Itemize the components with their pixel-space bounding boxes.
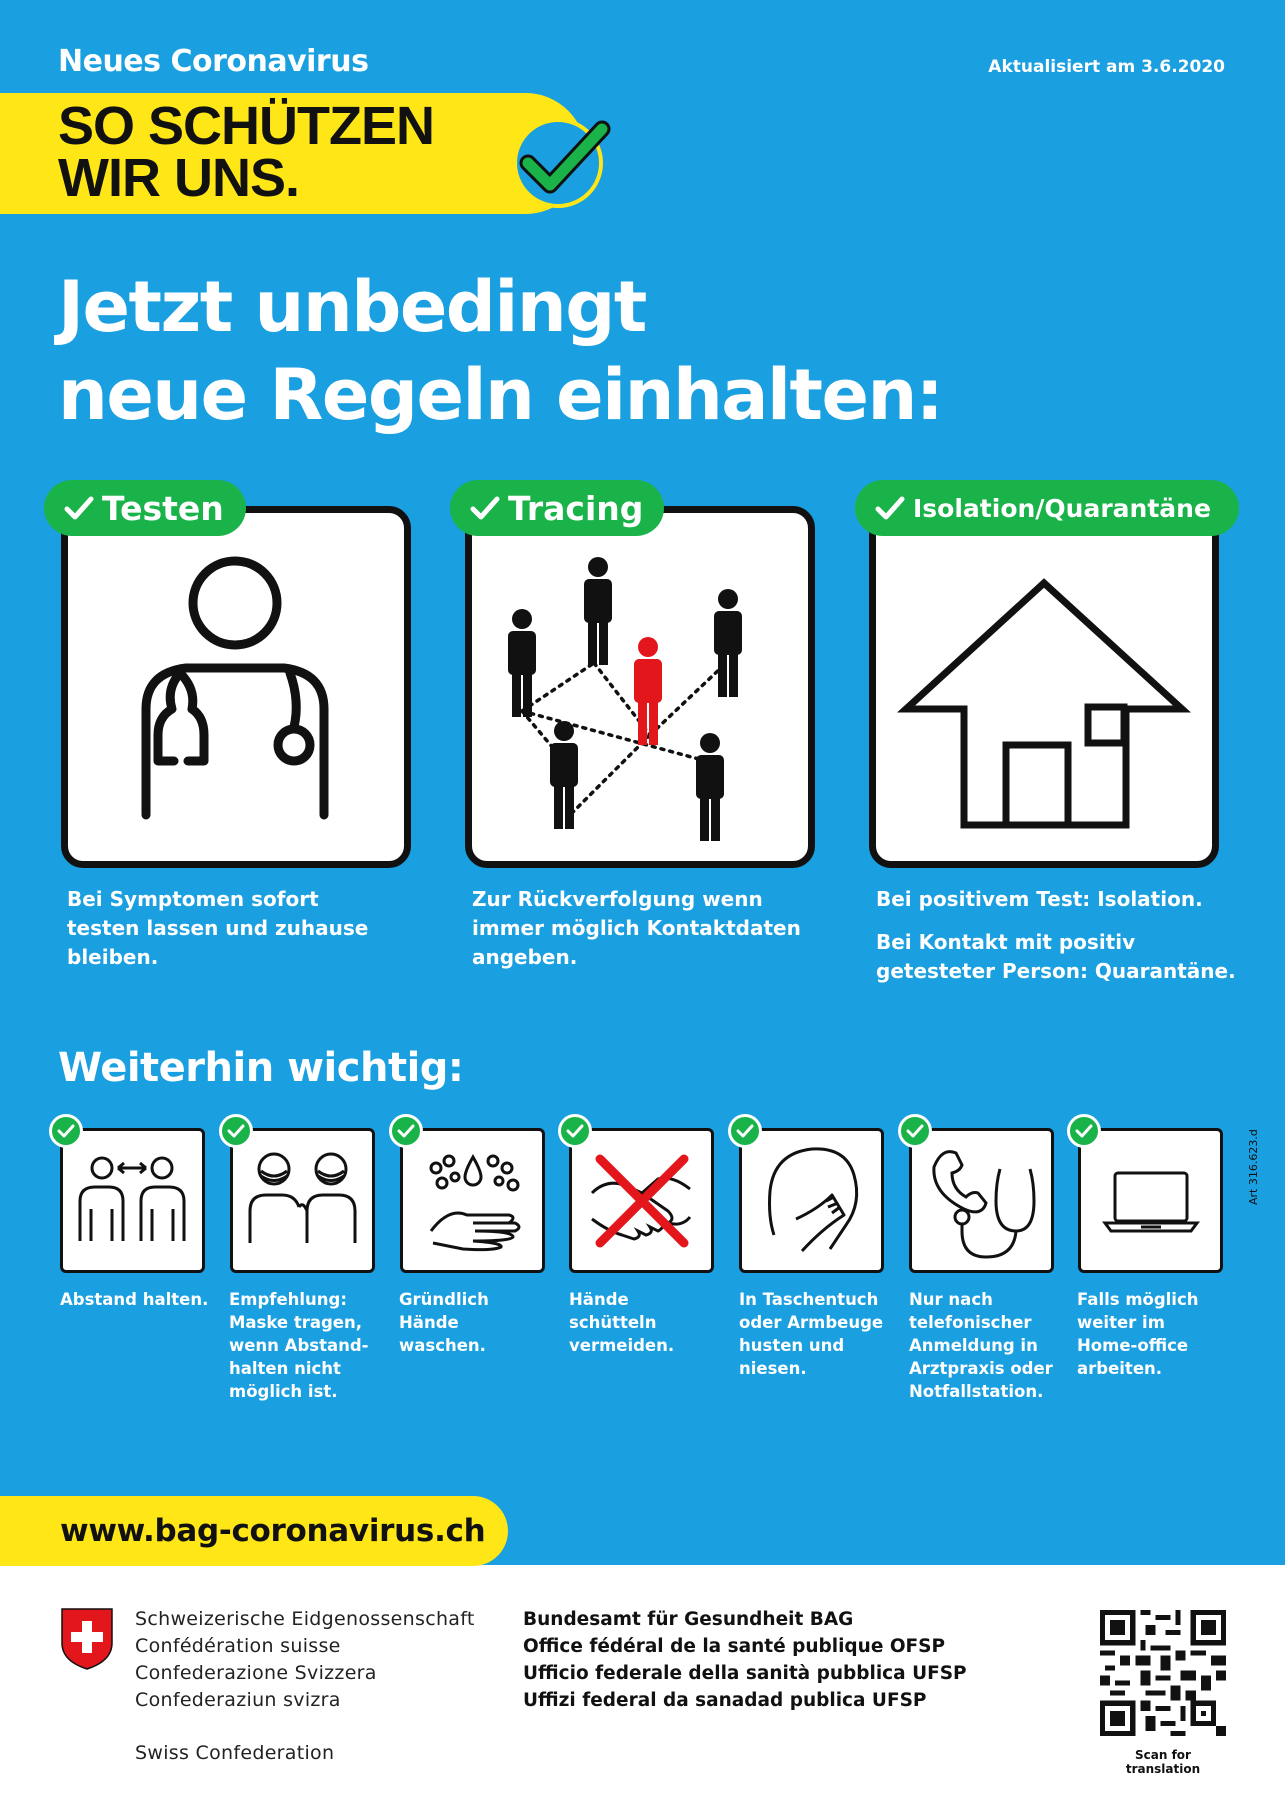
caption-isolation: Bei positivem Test: Isolation. [876, 887, 1203, 911]
caption-no-handshake: Hände schütteln vermeiden. [569, 1290, 675, 1355]
kicker-title: Neues Coronavirus [58, 44, 369, 79]
tile-distance [60, 1128, 205, 1273]
office-names [523, 1606, 967, 1714]
check-dot [219, 1114, 253, 1148]
distance-people-icon [63, 1131, 202, 1270]
banner-line-2: WIR UNS. [58, 148, 299, 208]
check-icon [470, 493, 500, 523]
tile-sneeze [739, 1128, 884, 1273]
caption-sneeze: In Taschentuch oder Armbeuge husten und niesen. [739, 1290, 884, 1378]
house-icon [876, 513, 1212, 861]
check-icon [227, 1122, 245, 1140]
tile-masks [230, 1128, 375, 1273]
check-dot [728, 1114, 762, 1148]
caption-quarantine: Bei Kontakt mit positiv getesteter Person: Quarantäne. [876, 930, 1236, 983]
check-dot [389, 1114, 423, 1148]
qr-code-icon[interactable] [1100, 1610, 1226, 1736]
confederation-names [135, 1606, 475, 1714]
tile-no-handshake [569, 1128, 714, 1273]
caption-distance: Abstand halten. [60, 1290, 209, 1309]
tile-phone-doctor [909, 1128, 1054, 1273]
check-icon [397, 1122, 415, 1140]
sneeze-elbow-icon [742, 1131, 881, 1270]
tag-isolation [855, 480, 1239, 536]
laptop-icon [1081, 1131, 1220, 1270]
check-icon [64, 493, 94, 523]
caption-testen: Bei Symptomen sofort testen lassen und zuhause bleiben. [67, 887, 369, 969]
main-headline: Jetzt unbedingt neue Regeln einhalten: [58, 266, 943, 436]
subheading: Weiterhin wichtig: [58, 1045, 464, 1091]
check-icon [736, 1122, 754, 1140]
confederation-fr: Confédération suisse [135, 1635, 341, 1657]
masks-people-icon [233, 1131, 372, 1270]
tile-laptop [1078, 1128, 1223, 1273]
card-testen [61, 506, 411, 868]
check-dot [898, 1114, 932, 1148]
doctor-stethoscope-icon [68, 513, 404, 861]
office-it: Ufficio federale della sanità pubblica UFSP [523, 1663, 967, 1684]
confederation-rm: Confederaziun svizra [135, 1689, 341, 1711]
hand-washing-icon [403, 1131, 542, 1270]
scan-label: Scan for translation [1125, 1748, 1201, 1776]
check-icon [566, 1122, 584, 1140]
no-handshake-icon [572, 1131, 711, 1270]
tag-label: Testen [102, 488, 224, 528]
check-dot [558, 1114, 592, 1148]
office-de: Bundesamt für Gesundheit BAG [523, 1609, 854, 1630]
caption-laptop: Falls möglich weiter im Home-office arbeiten. [1077, 1290, 1199, 1378]
tag-label: Isolation/Quarantäne [913, 493, 1211, 523]
card-isolation [869, 506, 1219, 868]
caption-handwash: Gründlich Hände waschen. [399, 1290, 489, 1355]
caption-phone-doctor: Nur nach telefonischer Anmeldung in Arztpraxis oder Notfallstation. [909, 1290, 1053, 1401]
swiss-coat-of-arms-icon [60, 1607, 114, 1671]
confederation-en: Swiss Confederation [135, 1742, 335, 1764]
check-icon [1075, 1122, 1093, 1140]
article-number: Art 316.623.d [1247, 1129, 1260, 1205]
confederation-de: Schweizerische Eidgenossenschaft [135, 1608, 475, 1630]
banner-text [58, 96, 435, 208]
banner-line-1: SO SCHÜTZEN [58, 96, 435, 156]
tag-tracing [450, 480, 664, 536]
check-dot [1067, 1114, 1101, 1148]
website-link[interactable]: www.bag-coronavirus.ch [60, 1513, 486, 1549]
confederation-it: Confederazione Svizzera [135, 1662, 377, 1684]
caption-tracing: Zur Rückverfolgung wenn immer möglich Kontaktdaten angeben. [472, 887, 801, 969]
tag-testen [44, 480, 246, 536]
tag-label: Tracing [508, 488, 644, 528]
check-dot [49, 1114, 83, 1148]
updated-date: Aktualisiert am 3.6.2020 [988, 57, 1225, 77]
office-rm: Uffizi federal da sanadad publica UFSP [523, 1690, 927, 1711]
caption-masks: Empfehlung: Maske tragen, wenn Abstand-halten nicht möglich ist. [229, 1290, 369, 1401]
check-badge-icon [506, 105, 614, 213]
check-icon [57, 1122, 75, 1140]
card-tracing [465, 506, 815, 868]
contact-tracing-people-icon [472, 513, 808, 861]
check-icon [875, 493, 905, 523]
phone-stethoscope-icon [912, 1131, 1051, 1270]
check-icon [906, 1122, 924, 1140]
tile-handwash [400, 1128, 545, 1273]
office-fr: Office fédéral de la santé publique OFSP [523, 1636, 946, 1657]
